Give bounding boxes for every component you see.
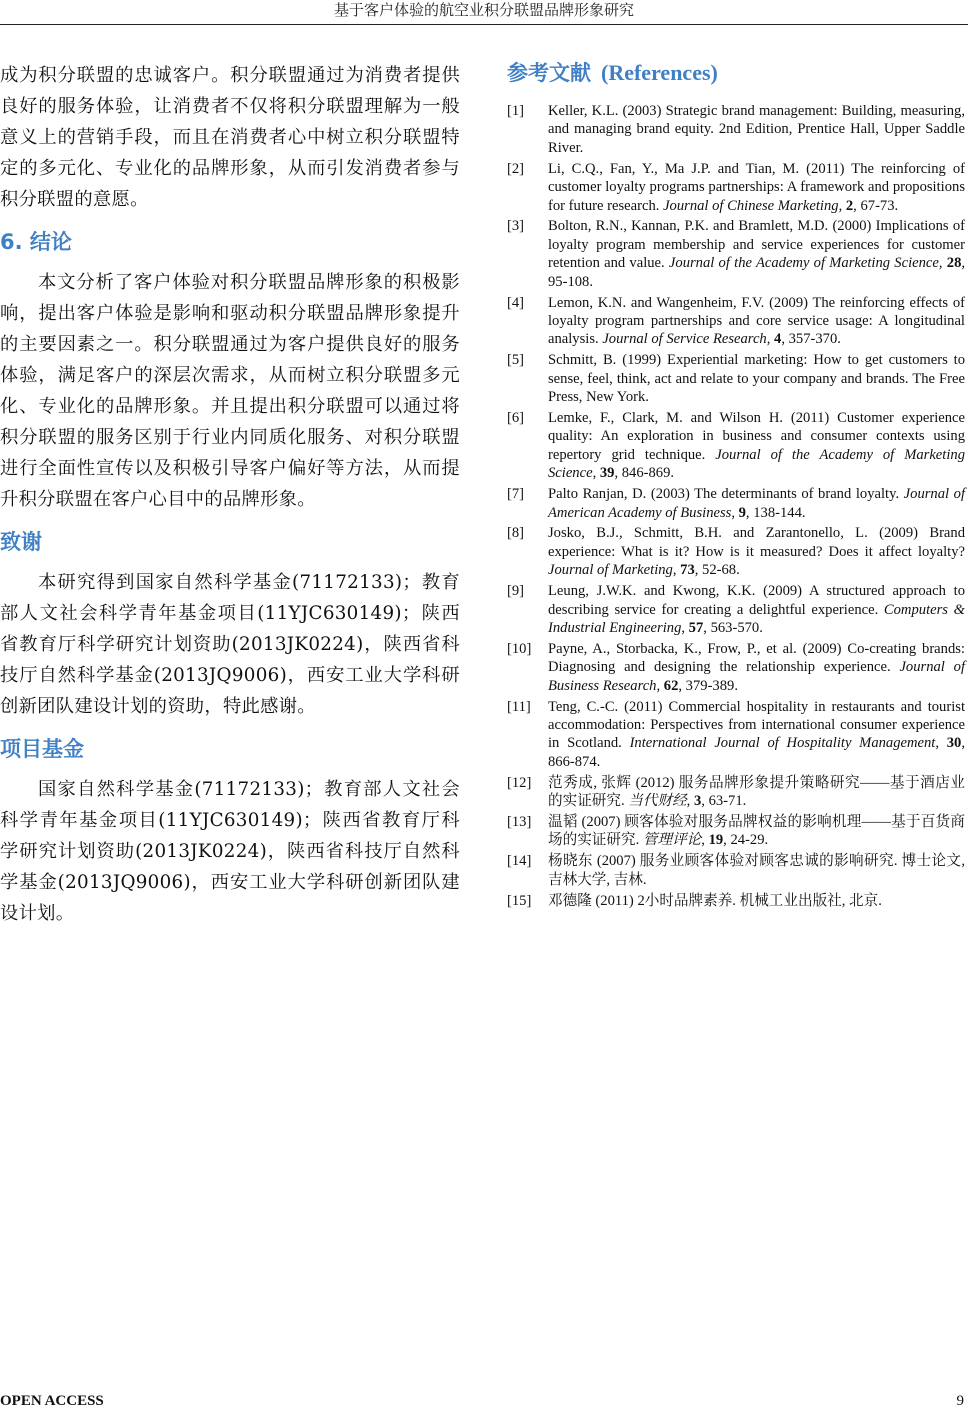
reference-volume: 57 xyxy=(688,619,704,636)
reference-text: , 63-71. xyxy=(701,793,747,810)
reference-text: , xyxy=(938,255,947,272)
reference-item xyxy=(507,640,965,695)
reference-text: , xyxy=(672,562,681,579)
reference-volume: 4 xyxy=(774,331,782,348)
reference-item xyxy=(507,485,965,522)
reference-text: 范秀成, 张辉 (2012) 服务品牌形象提升策略研究——基于酒店业的实证研究. xyxy=(548,774,965,810)
reference-item xyxy=(507,892,965,910)
reference-text: , xyxy=(766,331,775,348)
reference-text: , xyxy=(935,735,947,752)
reference-item xyxy=(507,217,965,291)
reference-number: [13] xyxy=(507,814,532,831)
reference-text: , 52-68. xyxy=(694,562,740,579)
reference-number: [8] xyxy=(507,525,525,542)
reference-number: [5] xyxy=(507,352,525,369)
reference-text: Lemon, K.N. and Wangenheim, F.V. (2009) The reinforcing effects of loyalty program partnerships and core service usage: A longitudinal analysis. xyxy=(548,294,965,348)
right-column xyxy=(507,58,965,913)
reference-number: [14] xyxy=(507,853,532,870)
reference-text: Bolton, R.N., Kannan, P.K. and Bramlett, M.D. (2000) Implications of loyalty program membership and service experiences for customer retention and value. xyxy=(548,218,965,272)
reference-text: 温韬 (2007) 顾客体验对服务品牌权益的影响机理——基于百货商场的实证研究. xyxy=(548,814,965,849)
reference-text: , xyxy=(656,677,664,694)
reference-item xyxy=(507,409,965,483)
reference-item xyxy=(507,102,965,157)
reference-item xyxy=(507,582,965,637)
intro-paragraph: 成为积分联盟的忠诚客户。积分联盟通过为消费者提供良好的服务体验，让消费者不仅将积分联盟理解为一般意义上的营销手段，而且在消费者心中树立积分联盟特定的多元化、专业化的品牌形象，从而引发消费者参与积分联盟的意愿。 xyxy=(0,65,460,210)
reference-text: , xyxy=(701,832,709,849)
running-head xyxy=(0,0,968,25)
page-number: 9 xyxy=(956,1393,964,1409)
reference-number: [11] xyxy=(507,698,531,715)
reference-text: , 379-389. xyxy=(678,677,738,694)
reference-volume: 2 xyxy=(845,197,854,214)
reference-volume: 28 xyxy=(946,255,962,272)
reference-text: Josko, B.J., Schmitt, B.H. and Zarantonello, L. (2009) Brand experience: What is it? How is it measured? Does it affect loyalty? xyxy=(548,525,965,560)
reference-text: , xyxy=(731,504,739,521)
reference-number: [7] xyxy=(507,486,525,503)
reference-number: [9] xyxy=(507,583,525,600)
reference-volume: 30 xyxy=(946,735,962,752)
reference-journal: Journal of Marketing xyxy=(548,562,673,579)
reference-volume: 39 xyxy=(599,465,615,482)
reference-list xyxy=(507,102,965,910)
reference-volume: 62 xyxy=(663,677,679,694)
conclusion-heading: 6. 结论 xyxy=(0,230,72,254)
reference-text: , 138-144. xyxy=(745,504,806,521)
reference-number: [3] xyxy=(507,218,525,235)
reference-item xyxy=(507,160,965,215)
reference-number: [10] xyxy=(507,640,532,657)
reference-volume: 3 xyxy=(693,793,702,810)
reference-number: [4] xyxy=(507,294,525,311)
reference-text: , xyxy=(681,619,689,636)
funding-paragraph: 国家自然科学基金(71172133)；教育部人文社会科学青年基金项目(11YJC630149)；陕西省教育厅科学研究计划资助(2013JK0224)，陕西省科技厅自然科学基金(2013JQ9006)，西安工业大学科研创新团队建设计划。 xyxy=(0,779,460,924)
reference-item xyxy=(507,294,965,349)
running-title: 基于客户体验的航空业积分联盟品牌形象研究 xyxy=(333,1,634,19)
reference-text: Lemke, F., Clark, M. and Wilson H. (2011) Customer experience quality: An exploration in business and consumer contexts using repertory grid technique. xyxy=(548,410,965,463)
reference-item xyxy=(507,524,965,579)
reference-number: [2] xyxy=(507,160,525,177)
reference-volume: 9 xyxy=(738,504,746,521)
reference-journal: Computers & Industrial Engineering xyxy=(548,601,965,636)
reference-item xyxy=(507,351,965,406)
reference-text: , xyxy=(686,793,694,810)
reference-journal: 当代财经 xyxy=(628,793,687,810)
reference-text: , 866-874. xyxy=(548,735,965,770)
reference-volume: 19 xyxy=(708,832,724,849)
left-column xyxy=(0,60,460,929)
conclusion-paragraph: 本文分析了客户体验对积分联盟品牌形象的积极影响，提出客户体验是影响和驱动积分联盟品牌形象提升的主要因素之一。积分联盟通过为客户提供良好的服务体验，满足客户的深层次需求，从而树立积分联盟多元化、专业化的品牌形象。并且提出积分联盟可以通过将积分联盟的服务区别于行业内同质化服务、对积分联盟进行全面性宣传以及积极引导客户偏好等方法，从而提升积分联盟在客户心目中的品牌形象。 xyxy=(0,272,460,510)
reference-text: 杨晓东 (2007) 服务业顾客体验对顾客忠诚的影响研究. 博士论文, 吉林大学, 吉林. xyxy=(548,853,965,888)
references-heading-cn: 参考文献 xyxy=(507,61,591,85)
reference-journal: 管理评论 xyxy=(642,832,702,849)
reference-number: [15] xyxy=(507,892,532,909)
reference-volume: 73 xyxy=(680,562,695,579)
reference-text: Li, C.Q., Fan, Y., Ma J.P. and Tian, M. (2011) The reinforcing of customer loyalty programs partnerships: A framework and propositions for future research. xyxy=(548,160,965,214)
references-heading xyxy=(507,58,965,88)
references-heading-en: (References) xyxy=(601,60,718,85)
reference-text: Schmitt, B. (1999) Experiential marketing: How to get customers to sense, feel, think, act and relate to your company and brands. The Free Press, New York. xyxy=(548,352,965,406)
reference-text: , xyxy=(592,465,600,482)
reference-journal: Journal of American Academy of Business xyxy=(548,486,965,521)
reference-text: , 357-370. xyxy=(781,331,841,348)
reference-journal: Journal of the Academy of Marketing Science xyxy=(548,446,965,482)
acknowledgement-heading: 致谢 xyxy=(0,530,42,554)
reference-number: [1] xyxy=(507,103,525,119)
reference-text: Payne, A., Storbacka, K., Frow, P., et al. (2009) Co-creating brands: Diagnosing and designing the relationship experience. xyxy=(548,640,965,676)
reference-number: [12] xyxy=(507,774,532,791)
reference-text: , xyxy=(838,197,846,214)
reference-text: Keller, K.L. (2003) Strategic brand management: Building, measuring, and managing brand equity. 2nd Edition, Prentice Hall, Upper Saddle River. xyxy=(548,103,965,156)
reference-item xyxy=(507,813,965,850)
reference-item xyxy=(507,852,965,889)
reference-journal: Journal of Service Research xyxy=(602,331,767,348)
reference-text: Teng, C.-C. (2011) Commercial hospitality in restaurants and tourist accommodation: Perspectives from international consumer experience in Scotland. xyxy=(548,698,965,752)
reference-journal: Journal of Business Research xyxy=(548,659,965,694)
reference-text: , 24-29. xyxy=(723,832,769,849)
acknowledgement-paragraph: 本研究得到国家自然科学基金(71172133)；教育部人文社会科学青年基金项目(11YJC630149)；陕西省教育厅科学研究计划资助(2013JK0224)，陕西省科技厅自然科学基金(2013JQ9006)，西安工业大学科研创新团队建设计划的资助，特此感谢。 xyxy=(0,572,460,717)
reference-item xyxy=(507,774,965,811)
reference-text: , 846-869. xyxy=(614,465,675,482)
reference-text: , 67-73. xyxy=(853,197,899,214)
reference-text: Palto Ranjan, D. (2003) The determinants of brand loyalty. xyxy=(548,486,904,503)
funding-heading: 项目基金 xyxy=(0,737,84,761)
reference-journal: International Journal of Hospitality Management xyxy=(629,735,936,752)
reference-text: , 95-108. xyxy=(548,255,966,290)
reference-text: 邓德隆 (2011) 2小时品牌素养. 机械工业出版社, 北京. xyxy=(548,892,882,909)
reference-journal: Journal of the Academy of Marketing Science xyxy=(668,255,939,272)
reference-item xyxy=(507,698,965,772)
reference-text: , 563-570. xyxy=(703,619,763,636)
footer-open-access: OPEN ACCESS xyxy=(0,1393,104,1409)
reference-number: [6] xyxy=(507,410,525,426)
reference-text: Leung, J.W.K. and Kwong, K.K. (2009) A structured approach to describing service for creating a delightful experience. xyxy=(548,583,965,618)
reference-journal: Journal of Chinese Marketing xyxy=(663,197,839,214)
